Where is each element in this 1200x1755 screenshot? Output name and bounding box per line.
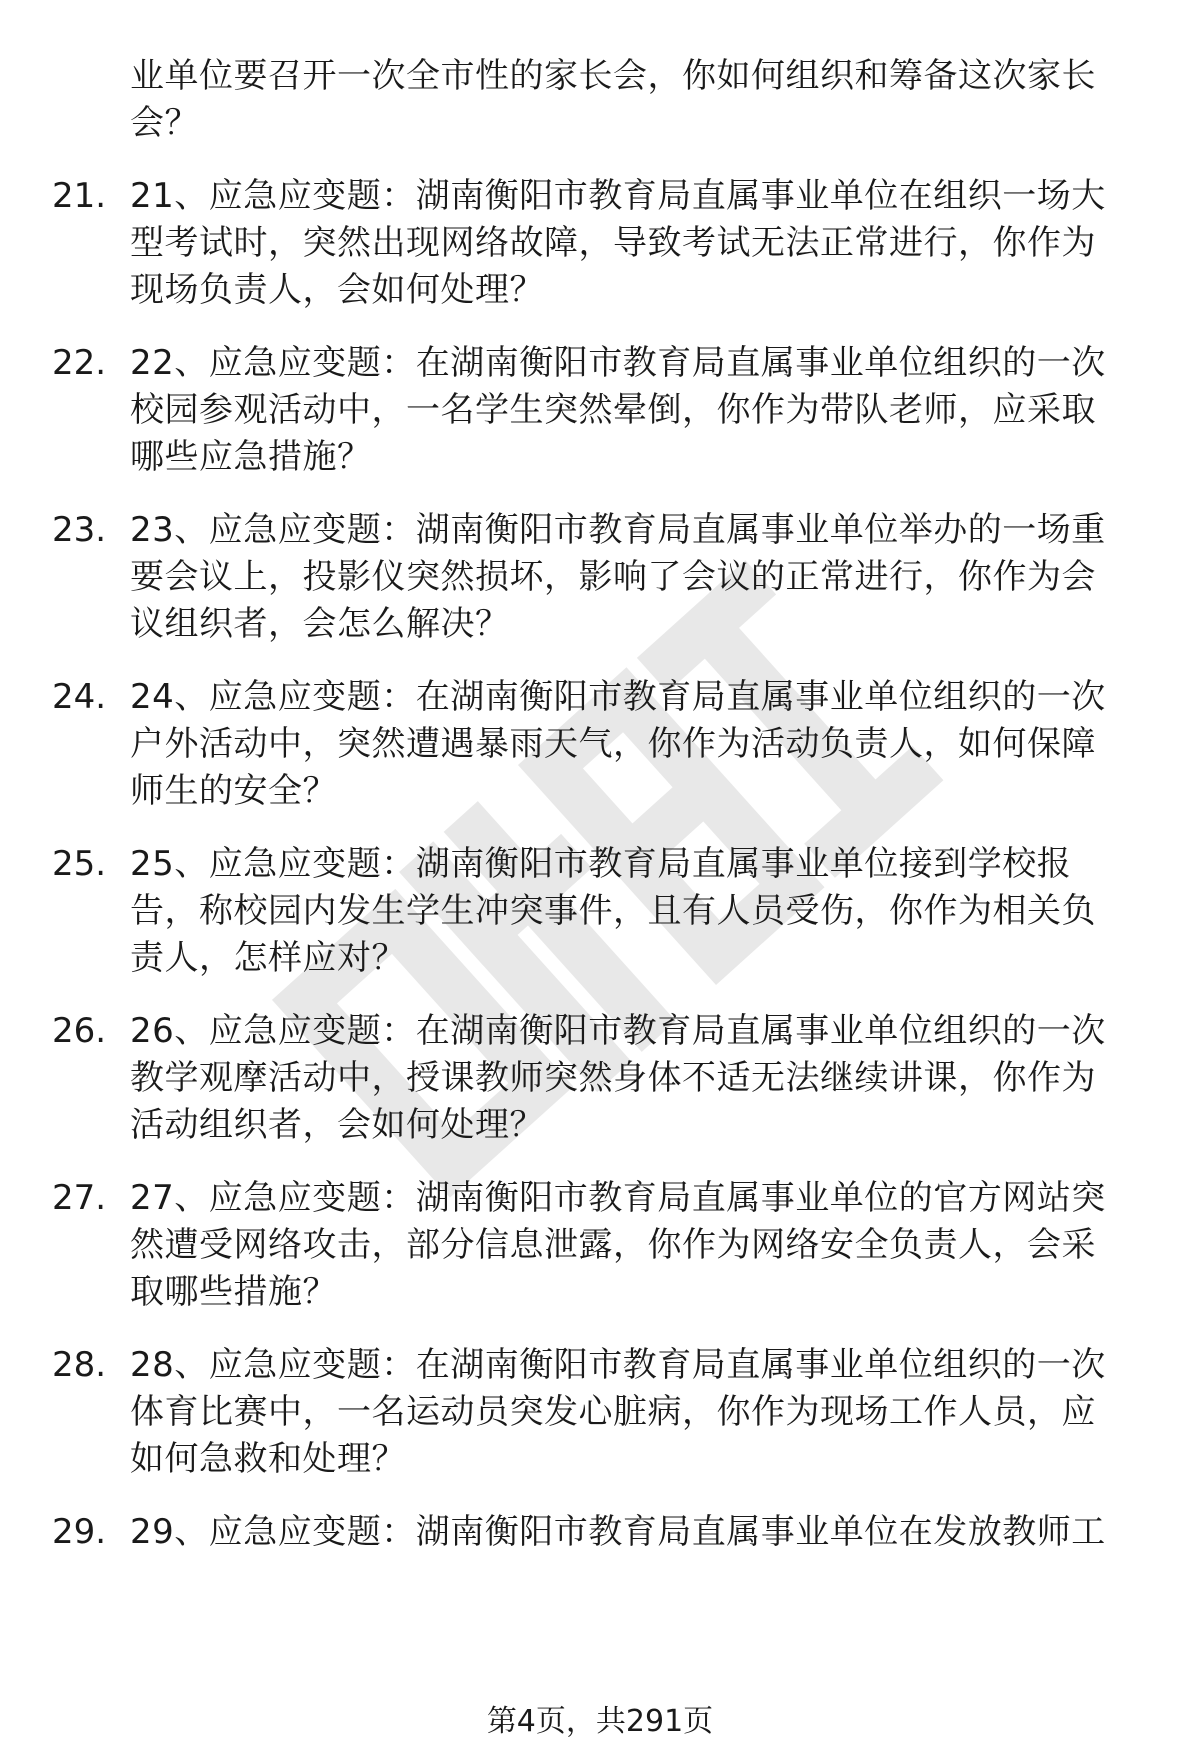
- question-text-line: 然遭受网络攻击，部分信息泄露，你作为网络安全负责人，会采: [130, 1225, 1096, 1265]
- question-text-line: 28、应急应变题：在湖南衡阳市教育局直属事业单位组织的一次: [130, 1345, 1106, 1385]
- question-text-line: 要会议上，投影仪突然损坏，影响了会议的正常进行，你作为会: [130, 557, 1096, 597]
- question-text-line: 26、应急应变题：在湖南衡阳市教育局直属事业单位组织的一次: [130, 1011, 1106, 1051]
- question-number: 28.: [52, 1345, 107, 1385]
- question-text-line: 议组织者，会怎么解决？: [130, 604, 510, 644]
- question-number: 26.: [52, 1011, 107, 1051]
- question-number: 27.: [52, 1178, 107, 1218]
- question-text-line: 如何急救和处理？: [130, 1439, 406, 1479]
- question-text-line: 活动组织者，会如何处理？: [130, 1105, 544, 1145]
- question-text-line: 责人，怎样应对？: [130, 938, 406, 978]
- question-text-line: 教学观摩活动中，授课教师突然身体不适无法继续讲课，你作为: [130, 1058, 1096, 1098]
- intro-text-line: 业单位要召开一次全市性的家长会，你如何组织和筹备这次家长: [130, 56, 1096, 96]
- question-number: 24.: [52, 677, 107, 717]
- question-number: 23.: [52, 510, 107, 550]
- question-text-line: 告，称校园内发生学生冲突事件，且有人员受伤，你作为相关负: [130, 891, 1096, 931]
- question-text-line: 哪些应急措施？: [130, 437, 372, 477]
- question-text-line: 24、应急应变题：在湖南衡阳市教育局直属事业单位组织的一次: [130, 677, 1106, 717]
- question-text-line: 体育比赛中，一名运动员突发心脏病，你作为现场工作人员，应: [130, 1392, 1096, 1432]
- question-text-line: 取哪些措施？: [130, 1272, 337, 1312]
- question-text-line: 型考试时，突然出现网络故障，导致考试无法正常进行，你作为: [130, 223, 1096, 263]
- question-number: 25.: [52, 844, 107, 884]
- question-number: 29.: [52, 1512, 107, 1552]
- question-text-line: 师生的安全？: [130, 771, 337, 811]
- question-number: 21.: [52, 176, 107, 216]
- question-text-line: 21、应急应变题：湖南衡阳市教育局直属事业单位在组织一场大: [130, 176, 1106, 216]
- question-text-line: 29、应急应变题：湖南衡阳市教育局直属事业单位在发放教师工: [130, 1512, 1106, 1552]
- question-text-line: 25、应急应变题：湖南衡阳市教育局直属事业单位接到学校报: [130, 844, 1072, 884]
- question-number: 22.: [52, 343, 107, 383]
- intro-text-line: 会？: [130, 103, 199, 143]
- question-text-line: 27、应急应变题：湖南衡阳市教育局直属事业单位的官方网站突: [130, 1178, 1106, 1218]
- question-text-line: 现场负责人，会如何处理？: [130, 270, 544, 310]
- question-text-line: 23、应急应变题：湖南衡阳市教育局直属事业单位举办的一场重: [130, 510, 1106, 550]
- question-text-line: 22、应急应变题：在湖南衡阳市教育局直属事业单位组织的一次: [130, 343, 1106, 383]
- question-text-line: 户外活动中，突然遭遇暴雨天气，你作为活动负责人，如何保障: [130, 724, 1096, 764]
- page-number-footer: 第4页，共291页: [486, 1704, 714, 1739]
- question-text-line: 校园参观活动中，一名学生突然晕倒，你作为带队老师，应采取: [130, 390, 1096, 430]
